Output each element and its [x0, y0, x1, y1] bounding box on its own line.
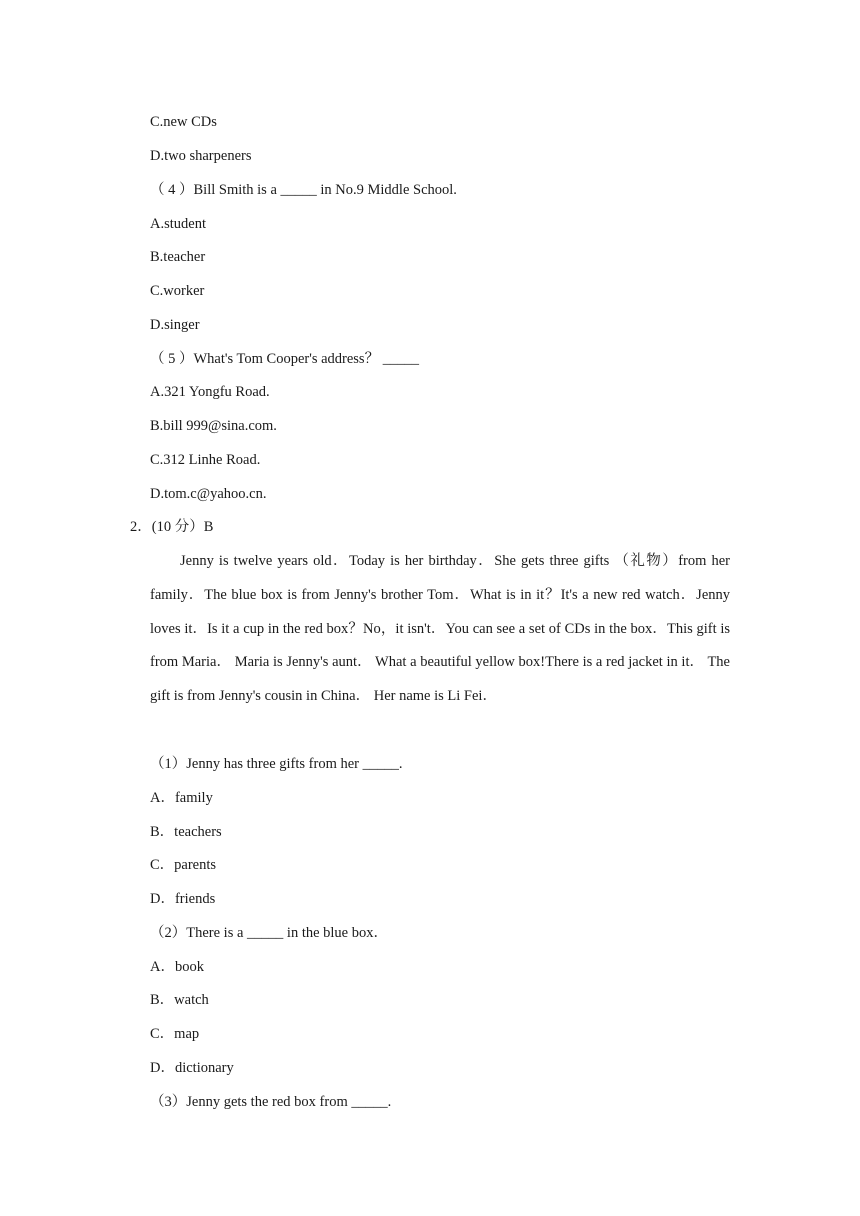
option-line: D．friends	[150, 891, 216, 907]
option-line: B．watch	[150, 992, 209, 1008]
option-line: B.teacher	[150, 249, 206, 265]
option-line: D.two sharpeners	[150, 148, 252, 164]
option-line: B．teachers	[150, 824, 222, 840]
question-line: （ 5 ）What's Tom Cooper's address？ _____	[150, 351, 419, 367]
option-line: C.worker	[150, 283, 205, 299]
option-line: C.new CDs	[150, 114, 217, 130]
option-line: A.321 Yongfu Road.	[150, 384, 270, 400]
question-line: （ 4 ）Bill Smith is a _____ in No.9 Middle School.	[150, 182, 457, 198]
option-line: C．parents	[150, 857, 217, 873]
question-line: （1）Jenny has three gifts from her _____.	[150, 756, 403, 772]
option-line: A．family	[150, 790, 213, 806]
question-header: 2．(10 分）B	[130, 519, 214, 535]
question-line: （2）There is a _____ in the blue box．	[150, 925, 388, 941]
option-line: A.student	[150, 216, 206, 232]
option-line: A．book	[150, 959, 204, 975]
reading-passage: Jenny is twelve years old．Today is her birthday．She gets three gifts （礼物）from her family．The blue box is from Jenny's brother Tom．What is in it？It's a new red watch．Jenny loves it．Is it a cup in the red box？No，it isn't．You can see a set of CDs in the box．This gift is from Maria． Maria is Jenny's aunt． What a beautiful yellow box!There is a red jacket in it． The gift is from Jenny's cousin in China． Her name is Li Fei．	[150, 553, 730, 705]
option-line: C．map	[150, 1026, 200, 1042]
option-line: B.bill 999@sina.com.	[150, 418, 277, 434]
option-line: D.singer	[150, 317, 200, 333]
option-line: C.312 Linhe Road.	[150, 452, 261, 468]
option-line: D．dictionary	[150, 1060, 234, 1076]
option-line: D.tom.c@yahoo.cn.	[150, 486, 267, 502]
question-line: （3）Jenny gets the red box from _____.	[150, 1094, 392, 1110]
